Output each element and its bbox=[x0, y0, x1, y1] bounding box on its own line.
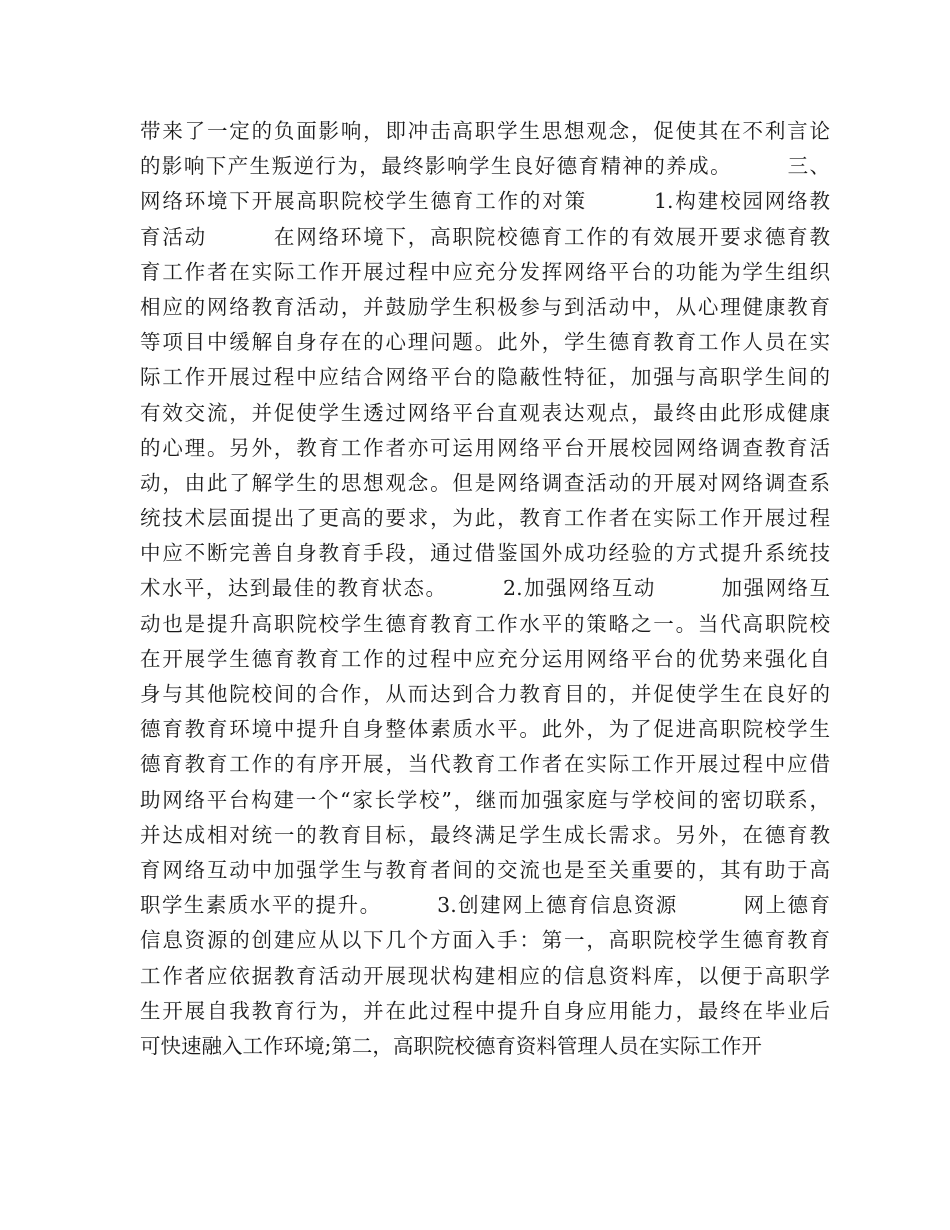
text-line: 德育教育环境中提升自身整体素质水平。此外，为了促进高职院校学生 bbox=[140, 717, 830, 742]
text-line: 的心理。另外，教育工作者亦可运用网络平台开展校园网络调查教育活 bbox=[140, 435, 830, 460]
text-line: 动也是提升高职院校学生德育教育工作水平的策略之一。当代高职院校 bbox=[140, 611, 830, 636]
text-line: 带来了一定的负面影响，即冲击高职学生思想观念，促使其在不利言论 bbox=[140, 119, 830, 143]
text-line: 助网络平台构建一个“家长学校”，继而加强家庭与学校间的密切联系， bbox=[140, 787, 830, 812]
text-line: 生开展自我教育行为，并在此过程中提升自身应用能力，最终在毕业后 bbox=[140, 998, 830, 1023]
text-line: 育网络互动中加强学生与教育者间的交流也是至关重要的，其有助于高 bbox=[140, 857, 830, 882]
text-line: 动，由此了解学生的思想观念。但是网络调查活动的开展对网络调查系 bbox=[140, 470, 830, 495]
text-line: 等项目中缓解自身存在的心理问题。此外，学生德育教育工作人员在实 bbox=[140, 330, 830, 355]
text-line: 工作者应依据教育活动开展现状构建相应的信息资料库，以便于高职学 bbox=[140, 963, 830, 988]
text-line: 可快速融入工作环境;第二，高职院校德育资料管理人员在实际工作开 bbox=[140, 1033, 762, 1058]
text-line: 中应不断完善自身教育手段，通过借鉴国外成功经验的方式提升系统技 bbox=[140, 541, 830, 566]
text-line: 统技术层面提出了更高的要求，为此，教育工作者在实际工作开展过程 bbox=[140, 506, 830, 531]
text-line: 际工作开展过程中应结合网络平台的隐蔽性特征，加强与高职学生间的 bbox=[140, 365, 830, 390]
text-line: 术水平，达到最佳的教育状态。 2.加强网络互动 加强网络互 bbox=[140, 576, 830, 601]
body-text bbox=[140, 114, 830, 1064]
text-line: 有效交流，并促使学生透过网络平台直观表达观点，最终由此形成健康 bbox=[140, 400, 830, 425]
text-line: 并达成相对统一的教育目标，最终满足学生成长需求。另外，在德育教 bbox=[140, 822, 830, 847]
text-line: 网络环境下开展高职院校学生德育工作的对策 1.构建校园网络教 bbox=[140, 189, 830, 214]
text-line: 身与其他院校间的合作，从而达到合力教育目的，并促使学生在良好的 bbox=[140, 682, 830, 706]
text-line: 育活动 在网络环境下，高职院校德育工作的有效展开要求德育教 bbox=[140, 224, 830, 249]
text-line: 育工作者在实际工作开展过程中应充分发挥网络平台的功能为学生组织 bbox=[140, 259, 830, 284]
text-line: 德育教育工作的有序开展，当代教育工作者在实际工作开展过程中应借 bbox=[140, 752, 830, 777]
text-line: 的影响下产生叛逆行为，最终影响学生良好德育精神的养成。 三、 bbox=[140, 154, 830, 179]
text-line: 相应的网络教育活动，并鼓励学生积极参与到活动中，从心理健康教育 bbox=[140, 294, 830, 319]
text-line: 信息资源的创建应从以下几个方面入手：第一，高职院校学生德育教育 bbox=[140, 928, 830, 953]
text-line: 职学生素质水平的提升。 3.创建网上德育信息资源 网上德育 bbox=[140, 893, 830, 918]
text-line: 在开展学生德育教育工作的过程中应充分运用网络平台的优势来强化自 bbox=[140, 646, 830, 671]
